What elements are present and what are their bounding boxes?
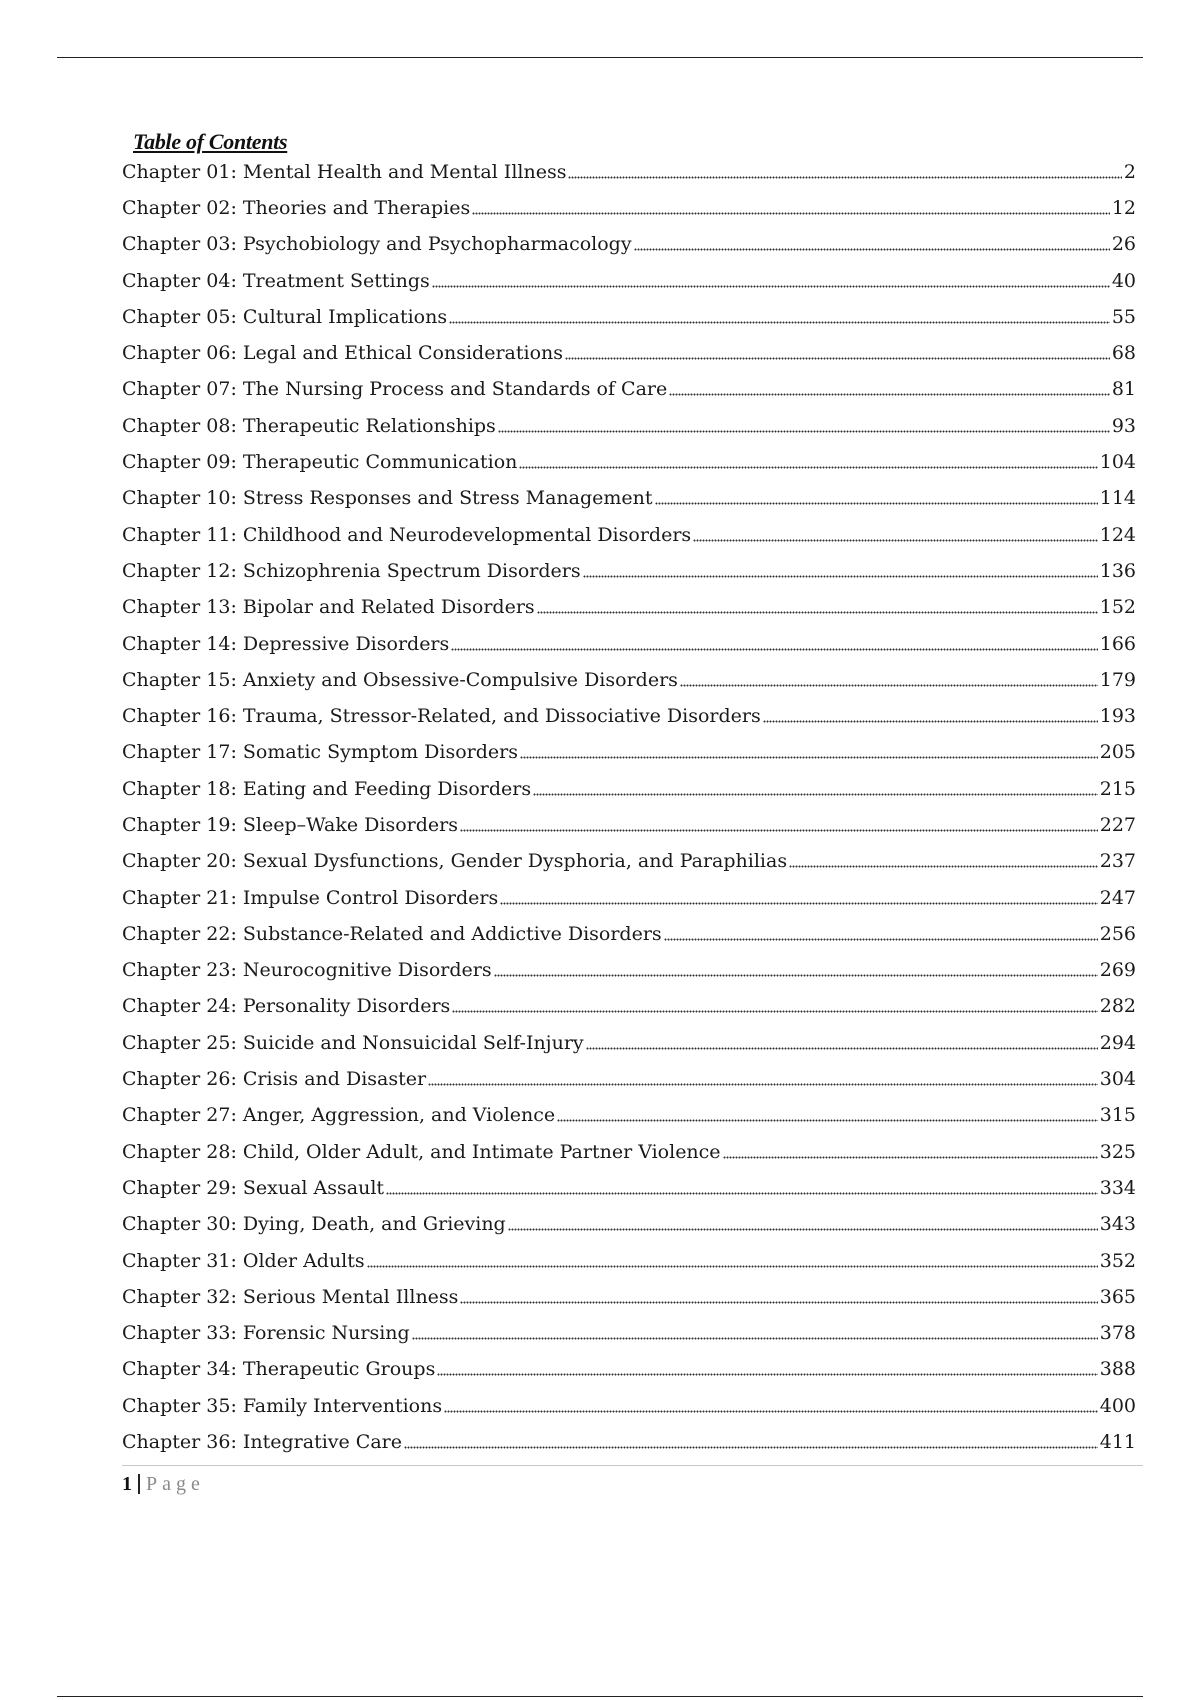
dot-leader: [565, 356, 1110, 362]
dot-leader: [498, 428, 1110, 434]
toc-entry[interactable]: [122, 590, 1136, 626]
toc-entry-title: Chapter 15: Anxiety and Obsessive-Compulsive Disorders: [122, 668, 678, 691]
toc-entry[interactable]: [122, 662, 1136, 698]
toc-entry[interactable]: [122, 1424, 1136, 1460]
toc-entry-page: 325: [1099, 1140, 1136, 1163]
toc-entry-title: Chapter 19: Sleep–Wake Disorders: [122, 813, 458, 836]
toc-entry-title: Chapter 14: Depressive Disorders: [122, 632, 450, 655]
toc-entry-page: 55: [1111, 305, 1136, 328]
toc-entry[interactable]: [122, 481, 1136, 517]
toc-entry[interactable]: [122, 372, 1136, 408]
toc-entry-title: Chapter 26: Crisis and Disaster: [122, 1068, 427, 1091]
dot-leader: [669, 392, 1110, 398]
toc-entry-title: Chapter 03: Psychobiology and Psychopharmacology: [122, 233, 632, 256]
toc-entry-page: 104: [1099, 451, 1136, 474]
footer-page-number: 1: [122, 1473, 132, 1495]
toc-entry-title: Chapter 12: Schizophrenia Spectrum Disorders: [122, 559, 581, 582]
toc-entry-title: Chapter 16: Trauma, Stressor-Related, and Dissociative Disorders: [122, 705, 761, 728]
toc-entry-title: Chapter 07: The Nursing Process and Standards of Care: [122, 378, 668, 401]
toc-entry-page: 315: [1099, 1104, 1136, 1127]
toc-entry-title: Chapter 09: Therapeutic Communication: [122, 451, 518, 474]
dot-leader: [533, 791, 1098, 797]
toc-entry-title: Chapter 02: Theories and Therapies: [122, 196, 471, 219]
toc-entry-title: Chapter 32: Serious Mental Illness: [122, 1285, 459, 1308]
toc-entry-title: Chapter 27: Anger, Aggression, and Violence: [122, 1104, 556, 1127]
dot-leader: [500, 900, 1098, 906]
toc-entry-title: Chapter 36: Integrative Care: [122, 1431, 402, 1454]
page-footer: [122, 1474, 205, 1494]
dot-leader: [460, 827, 1098, 833]
toc-entry-page: 93: [1111, 414, 1136, 437]
toc-entry-page: 205: [1099, 741, 1136, 764]
toc-entry-title: Chapter 34: Therapeutic Groups: [122, 1358, 436, 1381]
toc-entry[interactable]: [122, 1098, 1136, 1134]
toc-entry[interactable]: [122, 880, 1136, 916]
dot-leader: [789, 864, 1098, 870]
dot-leader: [537, 610, 1098, 616]
dot-leader: [428, 1082, 1098, 1088]
toc-entry-title: Chapter 06: Legal and Ethical Considerations: [122, 342, 564, 365]
dot-leader: [386, 1190, 1098, 1196]
toc-entry[interactable]: [122, 626, 1136, 662]
toc-entry-title: Chapter 11: Childhood and Neurodevelopmental Disorders: [122, 523, 692, 546]
toc-entry[interactable]: [122, 1207, 1136, 1243]
toc-entry-title: Chapter 04: Treatment Settings: [122, 269, 430, 292]
toc-entry-page: 365: [1099, 1285, 1136, 1308]
dot-leader: [634, 247, 1110, 253]
toc-entry-title: Chapter 01: Mental Health and Mental Illness: [122, 160, 567, 183]
dot-leader: [557, 1118, 1098, 1124]
toc-entry[interactable]: [122, 263, 1136, 299]
toc-entry-page: 166: [1099, 632, 1136, 655]
toc-entry[interactable]: [122, 1388, 1136, 1424]
toc-entry[interactable]: [122, 771, 1136, 807]
toc-entry[interactable]: [122, 444, 1136, 480]
dot-leader: [432, 283, 1110, 289]
toc-entry[interactable]: [122, 335, 1136, 371]
toc-entry-page: 304: [1099, 1068, 1136, 1091]
toc-entry-page: 227: [1099, 813, 1136, 836]
dot-leader: [568, 174, 1121, 180]
toc-entry-title: Chapter 24: Personality Disorders: [122, 995, 451, 1018]
toc-entry-page: 269: [1099, 959, 1136, 982]
toc-entry-page: 247: [1099, 886, 1136, 909]
toc-entry[interactable]: [122, 989, 1136, 1025]
bottom-rule: [57, 1696, 1143, 1697]
toc-entry-page: 26: [1111, 233, 1136, 256]
toc-entry[interactable]: [122, 299, 1136, 335]
toc-entry[interactable]: [122, 227, 1136, 263]
dot-leader: [508, 1227, 1098, 1233]
toc-entry-page: 136: [1099, 559, 1136, 582]
toc-entry-page: 400: [1099, 1394, 1136, 1417]
dot-leader: [412, 1336, 1098, 1342]
dot-leader: [460, 1299, 1097, 1305]
toc-entry[interactable]: [122, 1134, 1136, 1170]
toc-entry-page: 378: [1099, 1322, 1136, 1345]
toc-list: [122, 154, 1136, 1461]
toc-entry-page: 2: [1123, 160, 1136, 183]
toc-entry[interactable]: [122, 698, 1136, 734]
toc-entry-title: Chapter 13: Bipolar and Related Disorders: [122, 596, 535, 619]
toc-entry[interactable]: [122, 735, 1136, 771]
dot-leader: [452, 1009, 1097, 1015]
footer-rule: [122, 1465, 1143, 1466]
toc-entry-page: 152: [1099, 596, 1136, 619]
toc-entry-page: 124: [1099, 523, 1136, 546]
toc-entry[interactable]: [122, 154, 1136, 190]
toc-entry-title: Chapter 29: Sexual Assault: [122, 1176, 385, 1199]
dot-leader: [494, 973, 1098, 979]
toc-entry-title: Chapter 05: Cultural Implications: [122, 305, 448, 328]
dot-leader: [680, 682, 1098, 688]
toc-entry[interactable]: [122, 1170, 1136, 1206]
dot-leader: [519, 465, 1097, 471]
toc-entry-page: 343: [1099, 1213, 1136, 1236]
toc-entry[interactable]: [122, 408, 1136, 444]
dot-leader: [763, 719, 1098, 725]
dot-leader: [437, 1372, 1097, 1378]
toc-entry-title: Chapter 25: Suicide and Nonsuicidal Self-Injury: [122, 1031, 584, 1054]
toc-entry-page: 81: [1111, 378, 1136, 401]
toc-entry-title: Chapter 08: Therapeutic Relationships: [122, 414, 496, 437]
toc-entry[interactable]: [122, 1243, 1136, 1279]
toc-entry-page: 256: [1099, 922, 1136, 945]
toc-entry-page: 215: [1099, 777, 1136, 800]
dot-leader: [444, 1408, 1098, 1414]
toc-entry-title: Chapter 35: Family Interventions: [122, 1394, 443, 1417]
dot-leader: [404, 1445, 1098, 1451]
toc-entry[interactable]: [122, 1316, 1136, 1352]
toc-entry-title: Chapter 10: Stress Responses and Stress Management: [122, 487, 653, 510]
footer-page-label: Page: [146, 1473, 205, 1495]
footer-separator: [138, 1474, 140, 1494]
dot-leader: [367, 1263, 1098, 1269]
dot-leader: [586, 1045, 1098, 1051]
toc-entry-title: Chapter 28: Child, Older Adult, and Intimate Partner Violence: [122, 1140, 721, 1163]
toc-entry-title: Chapter 21: Impulse Control Disorders: [122, 886, 499, 909]
toc-entry-page: 411: [1099, 1431, 1136, 1454]
dot-leader: [723, 1154, 1098, 1160]
toc-entry[interactable]: [122, 807, 1136, 843]
toc-entry-page: 40: [1111, 269, 1136, 292]
dot-leader: [449, 319, 1110, 325]
toc-entry-title: Chapter 30: Dying, Death, and Grieving: [122, 1213, 506, 1236]
toc-entry-page: 12: [1111, 196, 1136, 219]
toc-entry[interactable]: [122, 517, 1136, 553]
toc-entry[interactable]: [122, 553, 1136, 589]
toc-entry-page: 352: [1099, 1249, 1136, 1272]
toc-entry[interactable]: [122, 953, 1136, 989]
toc-entry[interactable]: [122, 844, 1136, 880]
toc-entry-title: Chapter 31: Older Adults: [122, 1249, 365, 1272]
toc-entry-page: 237: [1099, 850, 1136, 873]
toc-entry[interactable]: [122, 1279, 1136, 1315]
toc-entry[interactable]: [122, 916, 1136, 952]
toc-entry[interactable]: [122, 1352, 1136, 1388]
toc-entry-page: 193: [1099, 705, 1136, 728]
toc-entry[interactable]: [122, 1025, 1136, 1061]
dot-leader: [583, 573, 1098, 579]
toc-entry-page: 388: [1099, 1358, 1136, 1381]
toc-entry-title: Chapter 18: Eating and Feeding Disorders: [122, 777, 532, 800]
toc-entry-page: 282: [1099, 995, 1136, 1018]
dot-leader: [655, 501, 1098, 507]
toc-entry-page: 68: [1111, 342, 1136, 365]
toc-entry-page: 294: [1099, 1031, 1136, 1054]
dot-leader: [664, 936, 1098, 942]
dot-leader: [520, 755, 1098, 761]
top-rule: [57, 57, 1143, 58]
dot-leader: [472, 210, 1110, 216]
toc-entry-title: Chapter 33: Forensic Nursing: [122, 1322, 410, 1345]
toc-entry-title: Chapter 22: Substance-Related and Addictive Disorders: [122, 922, 662, 945]
toc-entry-page: 179: [1099, 668, 1136, 691]
toc-entry-title: Chapter 23: Neurocognitive Disorders: [122, 959, 492, 982]
toc-entry[interactable]: [122, 190, 1136, 226]
toc-entry-title: Chapter 20: Sexual Dysfunctions, Gender Dysphoria, and Paraphilias: [122, 850, 788, 873]
dot-leader: [693, 537, 1098, 543]
toc-entry-page: 114: [1099, 487, 1136, 510]
toc-entry[interactable]: [122, 1061, 1136, 1097]
dot-leader: [451, 646, 1097, 652]
toc-entry-page: 334: [1099, 1176, 1136, 1199]
toc-title: Table of Contents: [133, 129, 288, 154]
toc-entry-title: Chapter 17: Somatic Symptom Disorders: [122, 741, 518, 764]
